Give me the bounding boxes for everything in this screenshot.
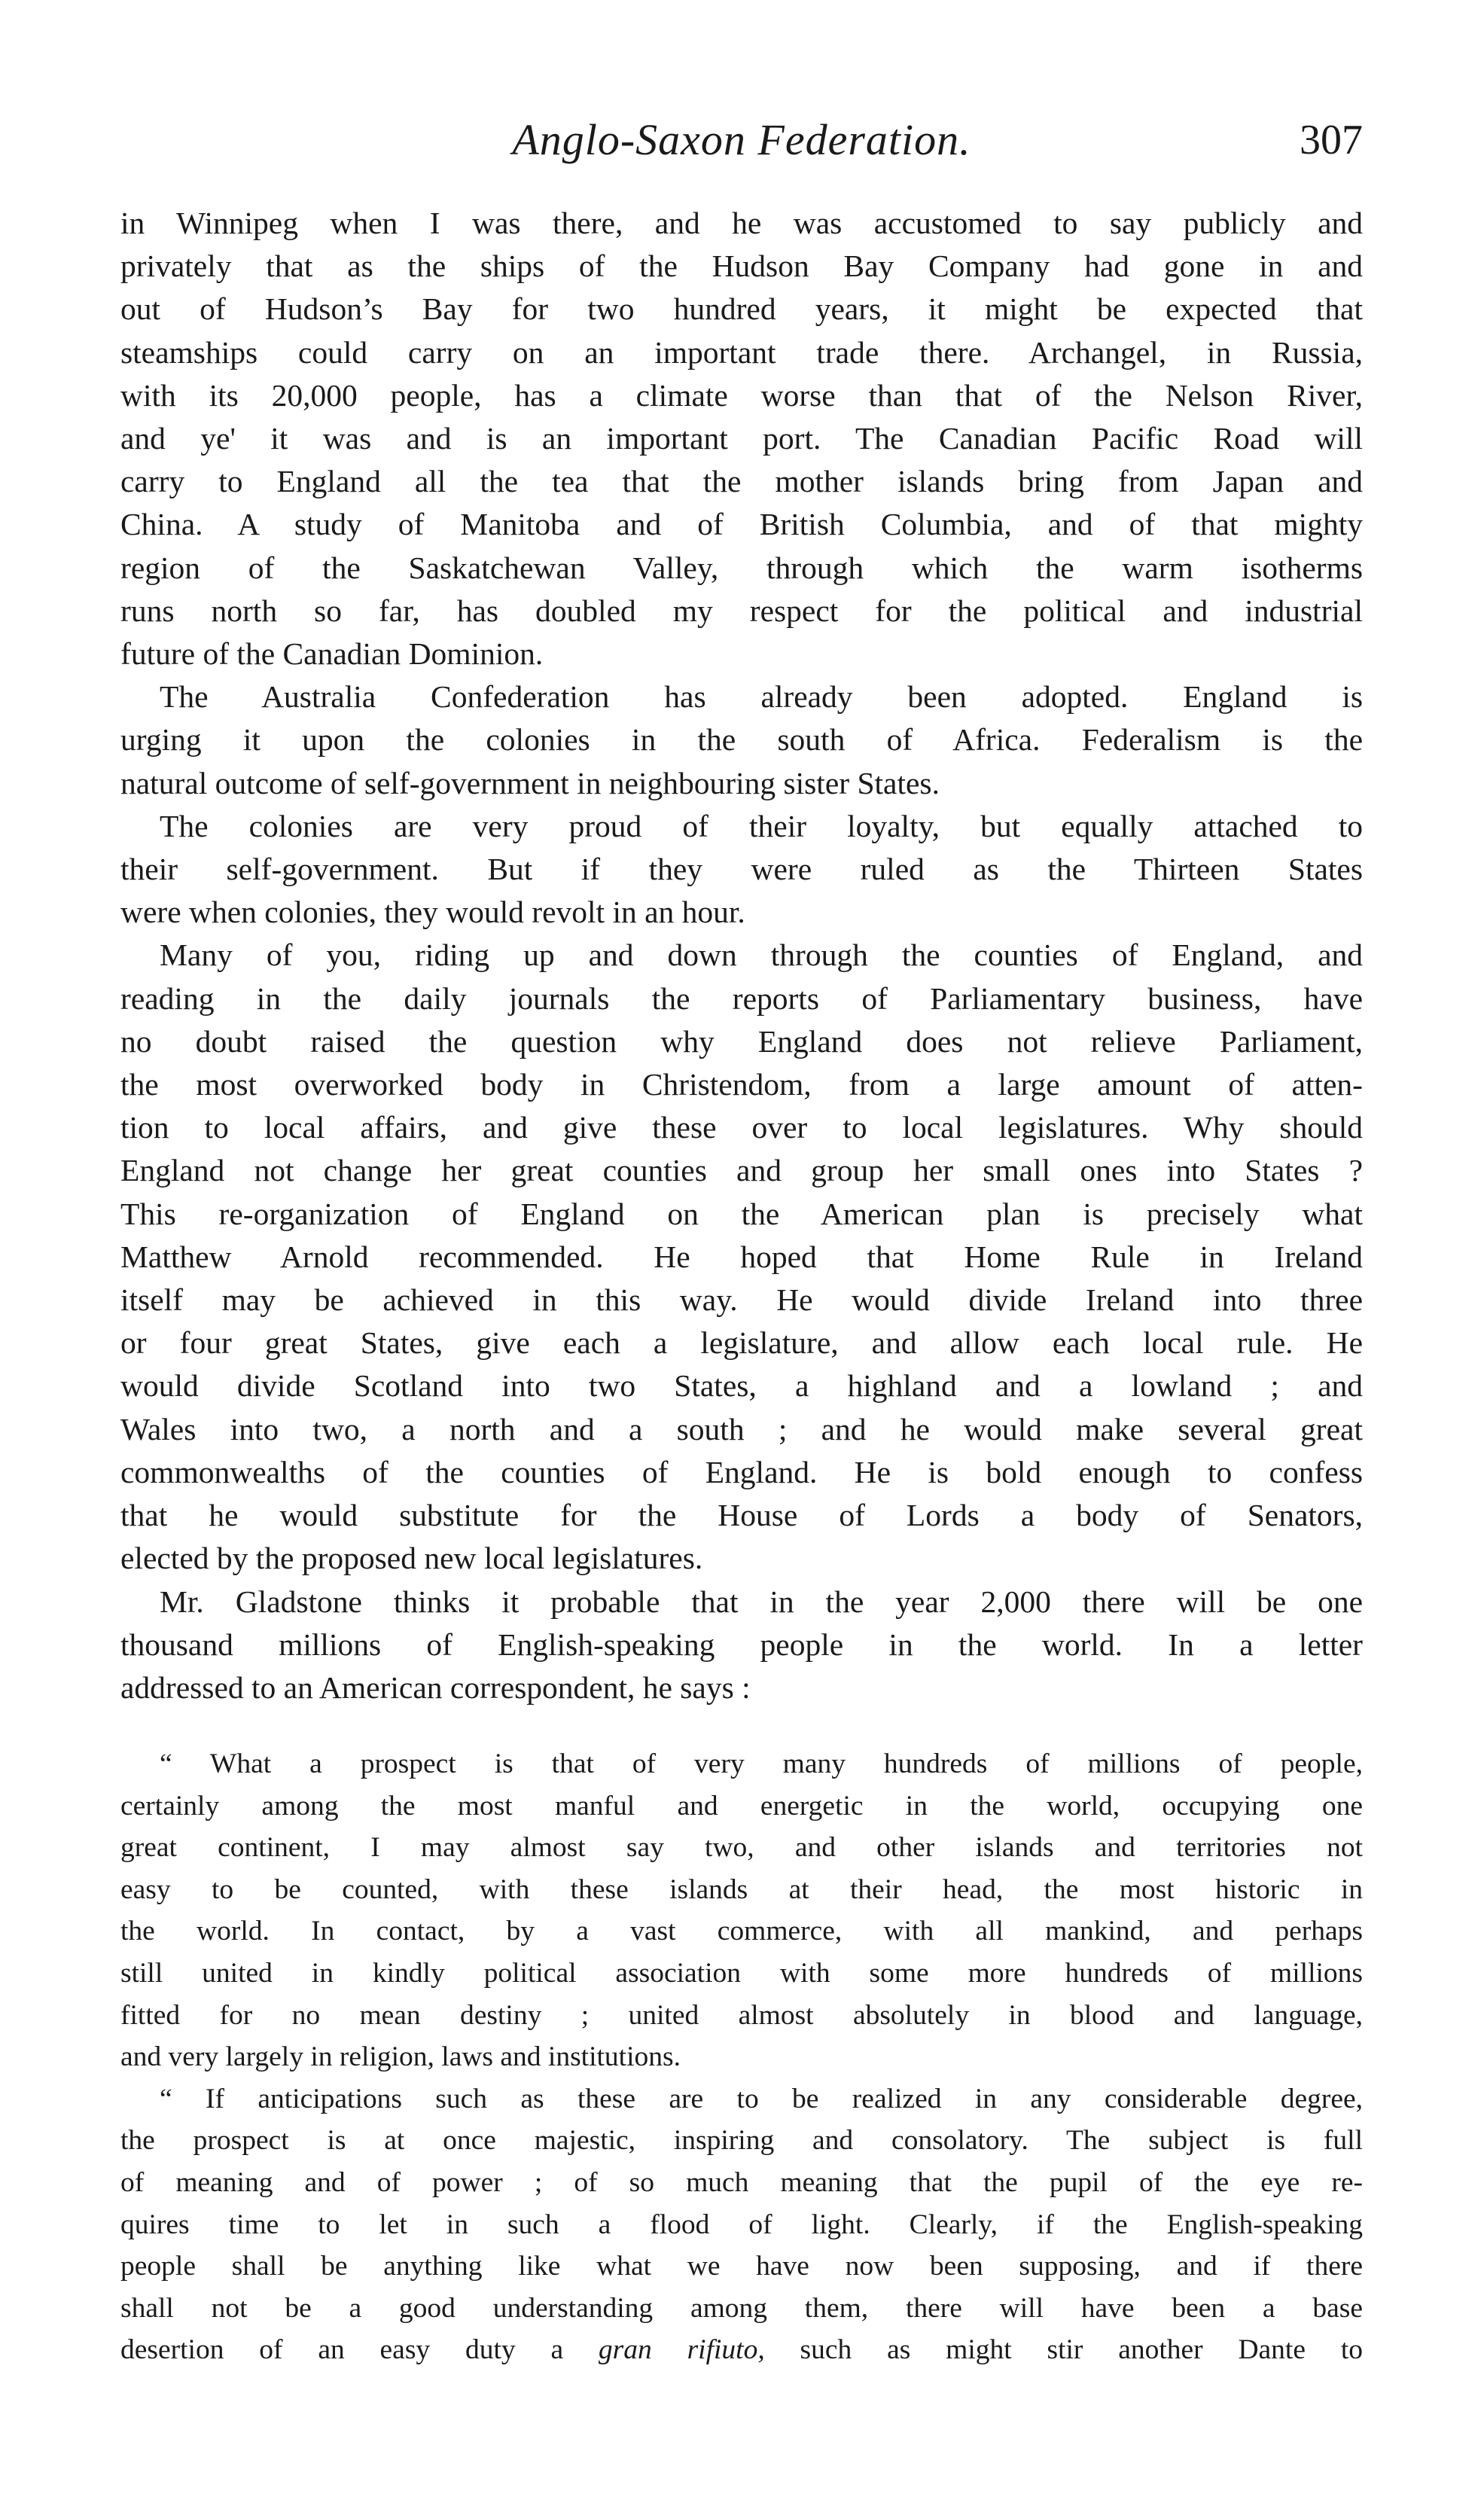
quote-line: and very largely in religion, laws and institutions. bbox=[120, 2041, 681, 2073]
text-line: The colonies are very proud of their loyalty, but equally attached to bbox=[160, 808, 1363, 843]
book-page bbox=[120, 113, 1363, 2371]
quote-line: easy to be counted, with these islands at their head, the most historic in bbox=[120, 1873, 1363, 1905]
quote-line: “ What a prospect is that of very many hundreds of millions of people, bbox=[160, 1748, 1363, 1780]
text-line: steamships could carry on an important trade there. Archangel, in Russia, bbox=[120, 334, 1363, 370]
page-number: 307 bbox=[1300, 117, 1363, 163]
quote-line: still united in kindly political association with some more hundreds of millions bbox=[120, 1958, 1363, 1989]
quote-line: of meaning and of power ; of so much meaning that the pupil of the eye re- bbox=[120, 2167, 1363, 2199]
text-line: thousand millions of English-speaking people in the world. In a letter bbox=[120, 1626, 1363, 1662]
text-line: tion to local affairs, and give these over to local legislatures. Why should bbox=[120, 1110, 1363, 1145]
text-line: future of the Canadian Dominion. bbox=[120, 636, 544, 672]
running-title: Anglo-Saxon Federation. bbox=[512, 115, 971, 164]
paragraph-england-states bbox=[120, 934, 1363, 1580]
paragraph-colonies bbox=[120, 805, 1363, 934]
text-line: England not change her great counties and group her small ones into States ? bbox=[120, 1153, 1363, 1188]
text-line: Matthew Arnold recommended. He hoped that Home Rule in Ireland bbox=[120, 1239, 1363, 1274]
text-line: in Winnipeg when I was there, and he was accustomed to say publicly and bbox=[120, 206, 1363, 240]
text-line: the most overworked body in Christendom, from a large amount of atten- bbox=[120, 1067, 1363, 1102]
quote-paragraph-prospect bbox=[120, 1743, 1363, 2078]
text-run: desertion of an easy duty a bbox=[120, 2334, 599, 2366]
text-line: region of the Saskatchewan Valley, through which the warm isotherms bbox=[120, 550, 1363, 585]
text-line: would divide Scotland into two States, a highland and a lowland ; and bbox=[120, 1368, 1363, 1404]
quote-line: the world. In contact, by a vast commerce, with all mankind, and perhaps bbox=[120, 1916, 1363, 1947]
text-run: such as might stir another Dante to bbox=[764, 2334, 1363, 2366]
running-header bbox=[120, 113, 1363, 176]
text-line: with its 20,000 people, has a climate worse than that of the Nelson River, bbox=[120, 377, 1363, 413]
text-line: urging it upon the colonies in the south of Africa. Federalism is the bbox=[120, 722, 1363, 758]
text-line: Mr. Gladstone thinks it probable that in the year 2,000 there will be one bbox=[160, 1584, 1363, 1619]
text-line: out of Hudson’s Bay for two hundred years, it might be expected that bbox=[120, 291, 1363, 327]
text-line: were when colonies, they would revolt in an hour. bbox=[120, 895, 745, 930]
text-line: natural outcome of self-government in neighbouring sister States. bbox=[120, 765, 940, 800]
quote-line: the prospect is at once majestic, inspiring and consolatory. The subject is full bbox=[120, 2125, 1363, 2157]
text-line: Many of you, riding up and down through the counties of England, and bbox=[160, 937, 1363, 973]
text-line: Wales into two, a north and a south ; and he would make several great bbox=[120, 1411, 1363, 1447]
italic-term-gran-rifiuto: gran rifiuto, bbox=[598, 2334, 765, 2366]
text-line: their self-government. But if they were ruled as the Thirteen States bbox=[120, 852, 1363, 887]
quote-line: shall not be a good understanding among them, there will have been a base bbox=[120, 2292, 1363, 2324]
text-line: no doubt raised the question why England does not relieve Parliament, bbox=[120, 1023, 1363, 1059]
text-line: privately that as the ships of the Hudson Bay Company had gone in and bbox=[120, 248, 1363, 284]
quote-line-final bbox=[120, 2329, 1363, 2371]
text-line: runs north so far, has doubled my respect for the political and industrial bbox=[120, 593, 1363, 628]
quote-line: people shall be anything like what we have now been supposing, and if there bbox=[120, 2251, 1363, 2282]
text-line: This re-organization of England on the American plan is precisely what bbox=[120, 1196, 1363, 1231]
quote-line: fitted for no mean destiny ; united almost absolutely in blood and language, bbox=[120, 1999, 1363, 2031]
text-line: The Australia Confederation has already been adopted. England is bbox=[160, 679, 1363, 715]
paragraph-winnipeg bbox=[120, 202, 1363, 675]
text-line: elected by the proposed new local legislatures. bbox=[120, 1541, 703, 1576]
quote-line: “ If anticipations such as these are to be realized in any considerable degree, bbox=[160, 2083, 1363, 2114]
quote-line: certainly among the most manful and energetic in the world, occupying one bbox=[120, 1790, 1363, 1822]
text-line: itself may be achieved in this way. He would divide Ireland into three bbox=[120, 1282, 1363, 1318]
quote-line: quires time to let in such a flood of light. Clearly, if the English-speaking bbox=[120, 2209, 1363, 2240]
text-line: or four great States, give each a legislature, and allow each local rule. He bbox=[120, 1325, 1363, 1361]
text-line: commonwealths of the counties of England. He is bold enough to confess bbox=[120, 1454, 1363, 1489]
gladstone-quotation bbox=[120, 1743, 1363, 2371]
text-line: reading in the daily journals the reports of Parliamentary business, have bbox=[120, 980, 1363, 1016]
paragraph-australia bbox=[120, 675, 1363, 805]
text-line: and ye' it was and is an important port. The Canadian Pacific Road will bbox=[120, 421, 1363, 456]
text-line: China. A study of Manitoba and of British Columbia, and of that mighty bbox=[120, 507, 1363, 542]
text-line: carry to England all the tea that the mother islands bring from Japan and bbox=[120, 464, 1363, 499]
text-line: addressed to an American correspondent, he says : bbox=[120, 1669, 751, 1705]
quote-paragraph-anticipations bbox=[120, 2078, 1363, 2371]
quote-line: great continent, I may almost say two, and other islands and territories not bbox=[120, 1832, 1363, 1864]
main-text bbox=[120, 202, 1363, 1709]
paragraph-gladstone bbox=[120, 1581, 1363, 1710]
text-line: that he would substitute for the House of Lords a body of Senators, bbox=[120, 1498, 1363, 1533]
